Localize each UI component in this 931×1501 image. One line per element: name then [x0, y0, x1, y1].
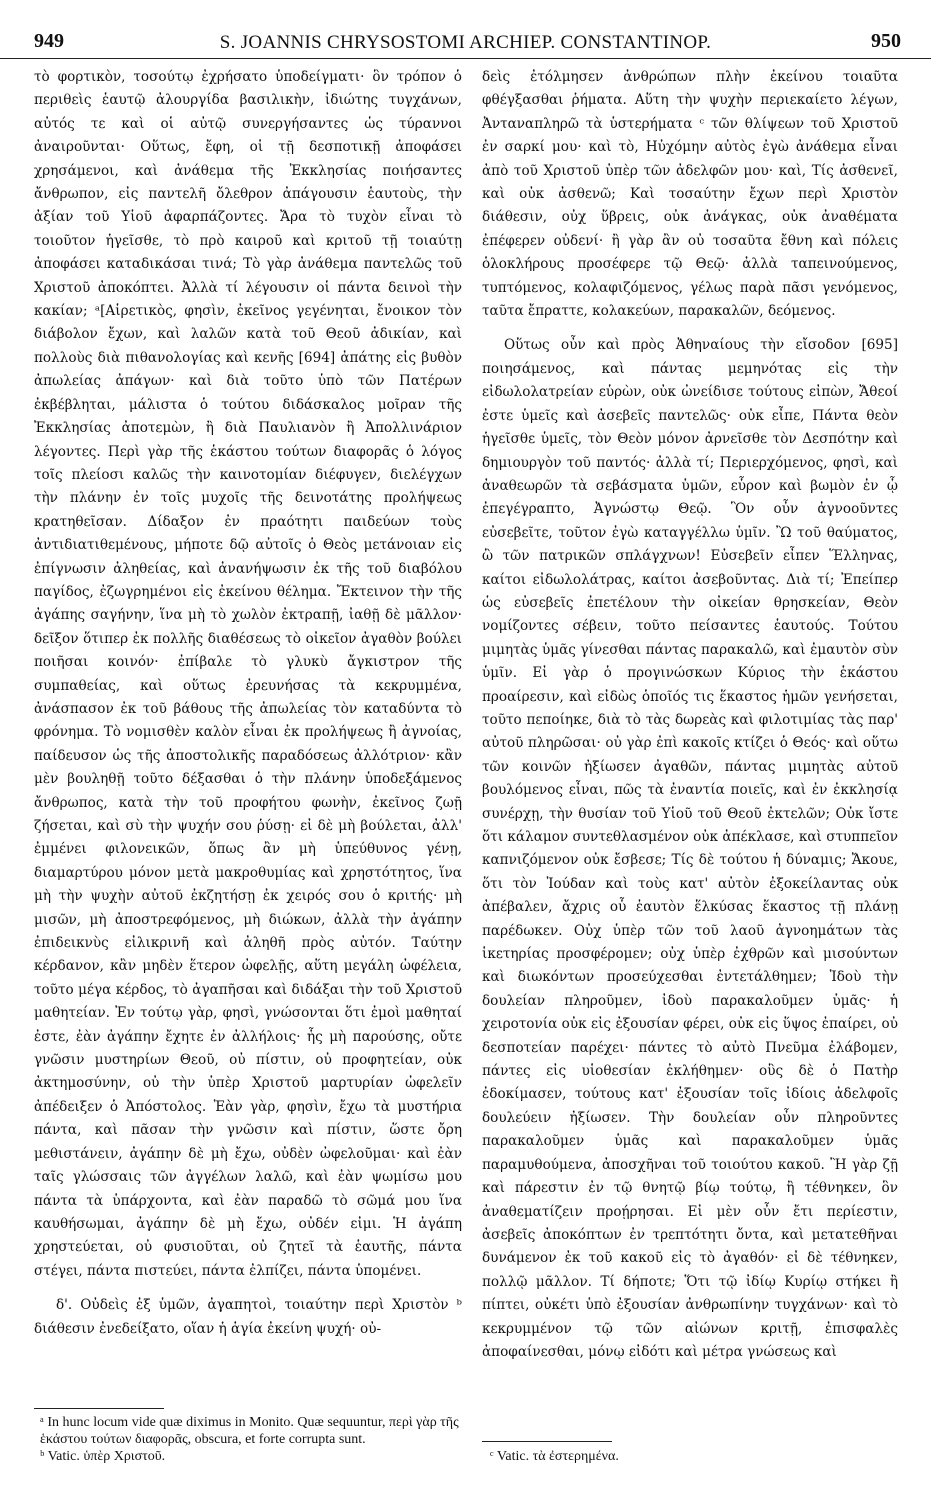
page-number-left: 949 — [34, 30, 64, 52]
running-title: S. JOANNIS CHRYSOSTOMI ARCHIEP. CONSTANTINOP. — [219, 32, 712, 53]
page-number-right: 950 — [871, 30, 901, 52]
footnote-rule-right — [482, 1441, 612, 1442]
footnotes-left — [40, 1414, 462, 1465]
left-paragraph: τὸ φορτικὸν, τοσούτῳ ἐχρήσατο ὑποδείγματι· ὃν τρόπον ὁ περιθεὶς ἑαυτῷ ἀλουργίδα βασιλικὴν, ἰδιώτης τυγχάνων, αὐτός τε καὶ οἱ αὐτῷ συνεργήσαντες ὡς τύραννοι ἀναιροῦνται· Οὕτως, ἔφη, οἱ τῇ δεσποτικῇ ἀποφάσει χρησάμενοι, καὶ ἀνάθεμα τῆς Ἐκκλησίας ποιήσαντες ἄνθρωπον, εἰς παντελῆ ὄλεθρον ἀπάγουσιν ἑαυτοὺς, τὴν ἀξίαν τοῦ Υἱοῦ ἀφαρπάζοντες. Ἄρα τὸ τυχὸν εἶναι τὸ τοιοῦτον ἡγεῖσθε, τὸ πρὸ καιροῦ καὶ κριτοῦ τῇ τοιαύτῃ ἀποφάσει καταδικάσαι τινά; Τὸ γὰρ ἀνάθεμα παντελῶς τοῦ Χριστοῦ ἀποκόπτει. Ἀλλὰ τί λέγουσιν οἱ πάντα δεινοὶ τὴν κακίαν; ᵃ[Αἱρετικὸς, φησὶν, ἐκεῖνος γεγένηται, ἔνοικον τὸν διάβολον ἔχων, καὶ λαλῶν κατὰ τοῦ Θεοῦ ἀδικίαν, καὶ πολλοὺς διὰ πιθανολογίας καὶ κενῆς [694] ἀπάτης εἰς βυθὸν ἀπωλείας ἀπάγων· καὶ διὰ τοῦτο ὑπὸ τῶν Πατέρων ἐκβέβληται, μάλιστα ὁ τούτου διδάσκαλος μοῖραν τῆς Ἐκκλησίας ἀποτεμὼν, ἢ διὰ Παυλιανὸν ἢ Ἀπολλινάριον λέγοντες. Περὶ γὰρ τῆς ἑκάστου τούτων διαφορᾶς ὁ λόγος τοῖς πλείοσι καλῶς τὴν καινοτομίαν διέφυγεν, διελέγχων τὴν πλάνην ἐν τοῖς μυχοῖς τῆς δεινοτάτης προλήψεως κρατηθεῖσαν. Δίδαξον ἐν πραότητι παιδεύων τοὺς ἀντιδιατιθεμένους, μήποτε δῷ αὐτοῖς ὁ Θεὸς μετάνοιαν εἰς ἐπίγνωσιν ἀληθείας, καὶ ἀνανήψωσιν ἐκ τῆς τοῦ διαβόλου παγίδος, ἐζωγρημένοι εἰς ἐκείνου θέλημα. Ἔκτεινον τὴν τῆς ἀγάπης σαγήνην, ἵνα μὴ τὸ χωλὸν ἐκτραπῇ, ἰαθῇ δὲ μᾶλλον· δεῖξον ὅτιπερ ἐκ πολλῆς διαθέσεως τὸ οἰκεῖον ἀγαθὸν βούλει ποιῆσαι κοινόν· ἐπίβαλε τὸ γλυκὺ ἄγκιστρον τῆς συμπαθείας, καὶ οὕτως ἐρευνήσας τὰ κεκρυμμένα, ἀνάσπασον ἐκ τοῦ βάθους τῆς ἀπωλείας τὸν καταδύντα τὸ φρόνημα. Τὸ νομισθὲν καλὸν εἶναι ἐκ προλήψεως ἢ ἀγνοίας, παίδευσον ὡς τῆς ἀποστολικῆς παραδόσεως ἀλλότριον· κἂν μὲν βουληθῇ τοῦτο δέξασθαι ὁ τὴν πλάνην ὑποδεξάμενος ἄνθρωπος, κατὰ τὴν τοῦ προφήτου φωνὴν, ἐκεῖνος ζωῇ ζήσεται, καὶ σὺ τὴν ψυχήν σου ῥύσῃ· εἰ δὲ μὴ βούλεται, ἀλλ' ἐμμένει φιλονεικῶν, ὅπως ἂν μὴ ὑπεύθυνος γένῃ, διαμαρτύρου μόνον μετὰ μακροθυμίας καὶ χρηστότητος, ἵνα μὴ τὴν ψυχὴν αὐτοῦ ἐκζητήσῃ ἐκ χειρός σου ὁ κριτής· μὴ μισῶν, μὴ ἀποστρεφόμενος, μὴ διώκων, ἀλλὰ τὴν ἀγάπην ἐπιδεικνὺς εἰλικρινῆ καὶ ἀληθῆ πρὸς αὐτόν. Ταύτην κέρδανον, κἂν μηδὲν ἕτερον ὠφελῇς, αὕτη μεγάλη ὠφέλεια, τοῦτο μέγα κέρδος, τὸ ἀγαπῆσαι καὶ διδάξαι τὴν τοῦ Χριστοῦ μαθητείαν. Ἐν τούτῳ γὰρ, φησὶ, γνώσονται ὅτι ἐμοὶ μαθηταί ἐστε, ἐὰν ἀγάπην ἔχητε ἐν ἀλλήλοις· ἧς μὴ παρούσης, οὔτε γνῶσιν μυστηρίων Θεοῦ, οὐ πίστιν, οὐ προφητείαν, οὐκ ἀκτημοσύνην, οὐ τὴν ὑπὲρ Χριστοῦ μαρτυρίαν ὠφελεῖν ἀπέδειξεν ὁ Ἀπόστολος. Ἐὰν γὰρ, φησὶν, ἔχω τὰ μυστήρια πάντα, καὶ πᾶσαν τὴν γνῶσιν καὶ πίστιν, ὥστε ὄρη μεθιστάνειν, ἀγάπην δὲ μὴ ἔχω, οὐδὲν ὠφελοῦμαι· καὶ ἐὰν ταῖς γλώσσαις τῶν ἀγγέλων λαλῶ, καὶ ἐὰν ψωμίσω μου πάντα τὰ ὑπάρχοντα, καὶ ἐὰν παραδῶ τὸ σῶμά μου ἵνα καυθήσωμαι, ἀγάπην δὲ μὴ ἔχω, οὐδέν εἰμι. Ἡ ἀγάπη χρηστεύεται, οὐ φυσιοῦται, οὐ ζητεῖ τὰ ἑαυτῆς, πάντα στέγει, πάντα πιστεύει, πάντα ἐλπίζει, πάντα ὑπομένει. — [34, 69, 462, 1279]
right-column — [482, 66, 898, 1364]
right-paragraph: δεὶς ἐτόλμησεν ἀνθρώπων πλὴν ἐκείνου τοιαῦτα φθέγξασθαι ῥήματα. Αὕτη τὴν ψυχὴν περιεκαίετο λέγων, Ἀνταναπληρῶ τὰ ὑστερήματα ᶜ τῶν θλίψεων τοῦ Χριστοῦ ἐν σαρκί μου· καὶ τὸ, Ηὐχόμην αὐτὸς ἐγὼ ἀνάθεμα εἶναι ἀπὸ τοῦ Χριστοῦ ὑπὲρ τῶν ἀδελφῶν μου· καὶ, Τίς ἀσθενεῖ, καὶ οὐκ ἀσθενῶ; Καὶ τοσαύτην ἔχων περὶ Χριστὸν διάθεσιν, οὐχ ὕβρεις, οὐκ ἀνάγκας, οὐκ ἀναθέματα ἐπέφερεν οὐδενί· ἢ γὰρ ἂν οὐ τοσαῦτα ἔθνη καὶ πόλεις ὁλοκλήρους προσέφερε τῷ Θεῷ· ἀλλὰ ταπεινούμενος, τυπτόμενος, κολαφιζόμενος, γέλως παρὰ πᾶσι γενόμενος, ταῦτα ἔπραττε, κολακεύων, παρακαλῶν, δεόμενος. — [482, 69, 898, 320]
left-paragraph: δ'. Οὐδεὶς ἐξ ὑμῶν, ἀγαπητοὶ, τοιαύτην περὶ Χριστὸν ᵇ διάθεσιν ἐνεδείξατο, οἵαν ἡ ἁγία ἐκείνη ψυχή· οὐ- — [34, 1297, 462, 1337]
page-header — [0, 28, 931, 59]
footnote: ᵇ Vatic. ὑπὲρ Χριστοῦ. — [40, 1449, 166, 1464]
footnote-rule-left — [34, 1408, 164, 1409]
right-paragraph: Οὕτως οὖν καὶ πρὸς Ἀθηναίους τὴν εἴσοδον [695] ποιησάμενος, καὶ πάντας μεμηνότας εἰς τὴν εἰδωλολατρείαν εὑρὼν, οὐκ ὠνείδισε τούτους εἰπὼν, Ἄθεοί ἐστε ὑμεῖς καὶ ἀσεβεῖς παντελῶς· οὐκ εἶπε, Πάντα θεὸν ἡγεῖσθε ὑμεῖς, τὸν Θεὸν μόνον ἀρνεῖσθε τὸν Δεσπότην καὶ δημιουργὸν τοῦ παντός· ἀλλὰ τί; Περιερχόμενος, φησὶ, καὶ ἀναθεωρῶν τὰ σεβάσματα ὑμῶν, εὗρον καὶ βωμὸν ἐν ᾧ ἐπεγέγραπτο, Ἀγνώστῳ Θεῷ. Ὃν οὖν ἀγνοοῦντες εὐσεβεῖτε, τοῦτον ἐγὼ καταγγέλλω ὑμῖν. Ὢ τοῦ θαύματος, ὢ τῶν πατρικῶν σπλάγχνων! Εὐσεβεῖν εἶπεν Ἕλληνας, καίτοι εἰδωλολάτρας, καίτοι ἀσεβοῦντας. Διὰ τί; Ἐπείπερ ὡς εὐσεβεῖς ἐπετέλουν τὴν οἰκείαν θρησκείαν, Θεὸν νομίζοντες σέβειν, τοῦτο πείσαντες ἑαυτούς. Τούτου μιμητὰς ὑμᾶς γίνεσθαι πάντας παρακαλῶ, καὶ ἐμαυτὸν σὺν ὑμῖν. Εἰ γὰρ ὁ προγινώσκων Κύριος τὴν ἑκάστου προαίρεσιν, καὶ εἰδὼς ὁποῖός τις ἕκαστος ἡμῶν γενήσεται, τοῦτο πεποίηκε, διὰ τὸ τὰς δωρεὰς καὶ φιλοτιμίας τὰς παρ' αὐτοῦ πληρῶσαι· οὐ γὰρ ἐπὶ κακοῖς κτίζει ὁ Θεός· καὶ οὕτω τῶν κοινῶν ἠξίωσεν ἀγαθῶν, πάντας μιμητὰς αὐτοῦ βουλόμενος εἶναι, πῶς τὰ ἐναντία ποιεῖς, καὶ ἐν ἐκκλησίᾳ συνέρχῃ, τὴν θυσίαν τοῦ Υἱοῦ τοῦ Θεοῦ ἐκτελῶν; Οὐκ ἴστε ὅτι κάλαμον συντεθλασμένον οὐκ ἀπέκλασε, καὶ στυππεῖον καπνιζόμενον οὐκ ἔσβεσε; Τίς δὲ τούτου ἡ δύναμις; Ἄκουε, ὅτι τὸν Ἰούδαν καὶ τοὺς κατ' αὐτὸν ἐξοκείλαντας οὐκ ἀπέβαλεν, ἄχρις οὗ ἑαυτὸν ἕλκύσας ἕκαστος τῇ πλάνῃ παρέδωκεν. Οὐχ ὑπὲρ τῶν τοῦ λαοῦ ἀγνοημάτων τὰς ἱκετηρίας προσφέρομεν; οὐχ ὑπὲρ ἐχθρῶν καὶ μισούντων καὶ διωκόντων προσεύχεσθαι ἐντετάλθημεν; Ἰδοὺ τὴν δουλείαν πληροῦμεν, ἰδοὺ παρακαλοῦμεν ὑμᾶς· ἡ χειροτονία οὐκ εἰς ἐξουσίαν φέρει, οὐκ εἰς ὕψος ἐπαίρει, οὐ δεσποτείαν παρέχει· πάντες τὸ αὐτὸ Πνεῦμα ἐλάβομεν, πάντες εἰς υἱοθεσίαν ἐκλήθημεν· οὓς δὲ ὁ Πατὴρ ἐδοκίμασεν, τούτους κατ' ἐξουσίαν τοῖς ἰδίοις ἀδελφοῖς δουλεύειν ἠξίωσεν. Τὴν δουλείαν οὖν πληροῦντες παρακαλοῦμεν ὑμᾶς καὶ παρακαλοῦμεν ὑμᾶς παραμυθούμενα, ἀποσχῆναι τοῦ τοιούτου κακοῦ. Ἢ γὰρ ζῇ καὶ πάρεστιν ἐν τῷ θνητῷ βίῳ τούτῳ, ἢ τέθνηκεν, ὃν ἀναθεματίζειν προῄρησαι. Εἰ μὲν οὖν ἔτι περίεστιν, ἀσεβεῖς ἀποκόπτων ἐν τρεπτότητι ὄντα, καὶ μετατεθῆναι δυνάμενον ἐκ τοῦ κακοῦ εἰς τὸ ἀγαθόν· εἰ δὲ τέθνηκεν, πολλῷ μᾶλλον. Τί δήποτε; Ὅτι τῷ ἰδίῳ Κυρίῳ στήκει ἢ πίπτει, οὐκέτι ὑπὸ ἐξουσίαν ἀνθρωπίνην τυγχάνων· καὶ τὸ κεκρυμμένον τῷ τῶν αἰώνων κριτῇ, ἐπισφαλὲς ἀποφαίνεσθαι, μόνῳ εἰδότι καὶ μέτρα γνώσεως καὶ — [482, 337, 898, 1360]
left-column — [34, 66, 462, 1341]
footnote: ᶜ Vatic. τὰ ἐστερημένα. — [490, 1449, 619, 1464]
footnote: ᵃ In hunc locum vide quæ diximus in Monito. Quæ sequuntur, περὶ γὰρ τῆς ἑκάστου τούτων διαφορᾶς, obscura, et forte corrupta sunt. — [40, 1415, 459, 1447]
footnotes-right — [490, 1448, 900, 1465]
